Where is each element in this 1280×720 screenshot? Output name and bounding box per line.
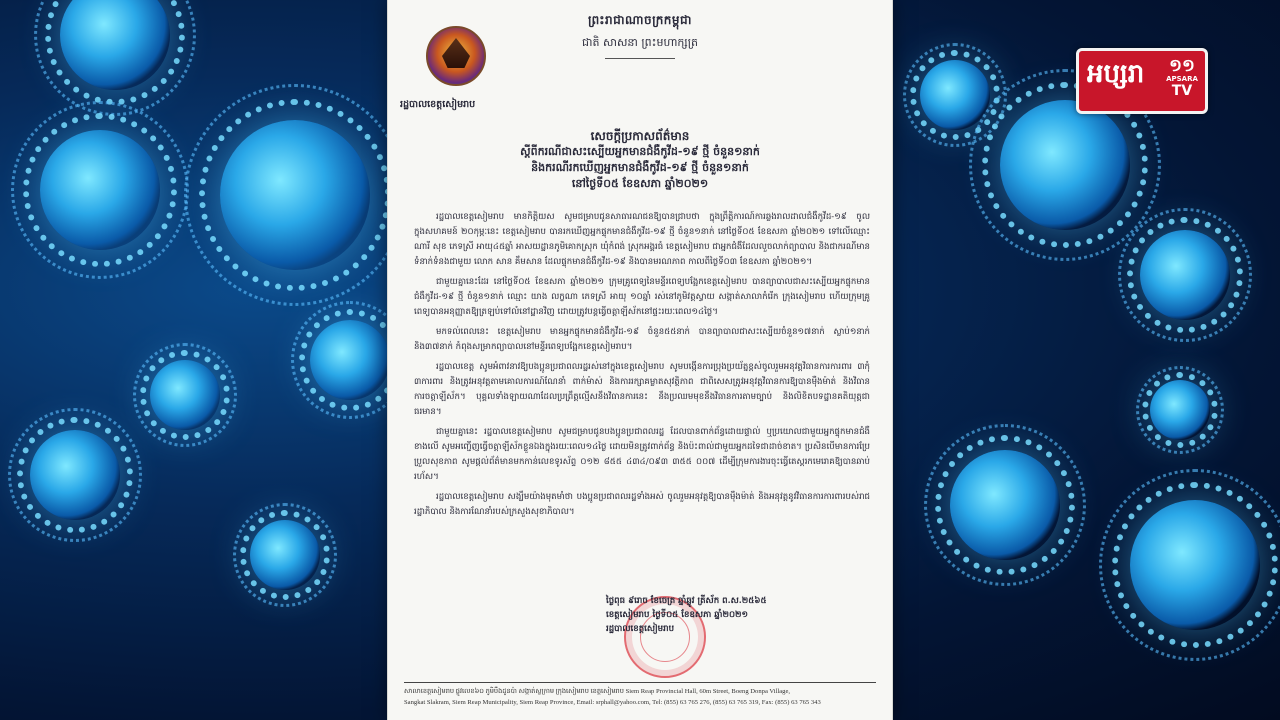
document-footer [404, 682, 876, 708]
title-line: ស្តីពីករណីជាសះស្បើយអ្នកមានជំងឺកូវីដ-១៩ ថ្មី ចំនួន១នាក់ [520, 145, 760, 158]
virus-graphic [1000, 100, 1130, 230]
national-motto: ជាតិ សាសនា ព្រះមហាក្សត្រ [582, 36, 698, 49]
virus-graphic [30, 430, 120, 520]
motto-divider [605, 58, 675, 59]
virus-graphic [950, 450, 1060, 560]
body-paragraph: រដ្ឋបាលខេត្ត សូមអំពាវនាវឱ្យបងប្អូនប្រជាពលរដ្ឋរស់នៅក្នុងខេត្តសៀមរាប សូមបង្កើនការប្រុងប្រយ័ត្នខ្ពស់ចូលរួមអនុវត្តវិធានការការពារ ៣កុំ ៣ការពារ និងត្រូវអនុវត្តតាមគោលការណ៍ណែនាំ ពាក់ម៉ាស់ និងការរក្សាគម្លាតសុវត្ថិភាព ជាពិសេសត្រូវអនុវត្តវិធានការឱ្យបានម៉ឺងម៉ាត់ និងវិធានការចត្តាឡីស័ក។ បុគ្គលទាំងឡាយណាដែលប្រព្រឹត្តល្មើសនឹងវិធានការនេះ នឹងប្រឈមមុខនឹងវិធានការតាមច្បាប់ និងលិខិតបទដ្ឋានគតិយុត្តជាធរមាន។ [414, 362, 870, 417]
virus-graphic [1150, 380, 1210, 440]
virus-graphic [1140, 230, 1230, 320]
document-title [388, 128, 892, 192]
document-header [388, 12, 892, 59]
logo-number: ១១ [1169, 56, 1195, 76]
footer-line: Sangkat Slakram, Siem Reap Municipality, Siem Reap Province, Email: srphall@yahoo.com, Tel: (855) 63 765 276, (855) 63 765 319, Fax: (855) 63 765 343 [404, 699, 821, 706]
kingdom-heading: ព្រះរាជាណាចក្រកម្ពុជា [588, 13, 692, 27]
body-paragraph: រដ្ឋបាលខេត្តសៀមរាប សង្ឃឹមយ៉ាងមុតមាំថា បងប្អូនប្រជាពលរដ្ឋទាំងអស់ ចូលរួមអនុវត្តឱ្យបានម៉ឺងម៉ាត់ និងអនុវត្តនូវវិធានការការពារបស់រាជរដ្ឋាភិបាល និងការណែនាំរបស់ក្រសួងសុខាភិបាល។ [414, 492, 870, 517]
logo-main-text: អប្សរា [1087, 59, 1145, 89]
virus-graphic [310, 320, 390, 400]
body-paragraph: ជាមួយគ្នានេះដែរ នៅថ្ងៃទី០៥ ខែឧសភា ឆ្នាំ២០២១ ក្រុមគ្រូពេទ្យនៃមន្ទីរពេទ្យបង្អែកខេត្តសៀមរាប បានព្យាបាលជាសះស្បើយអ្នកផ្ទុកមានជំងឺកូវីដ-១៩ ថ្មី ចំនួន១នាក់ ឈ្មោះ យាង លក្ខណា ភេទស្រី អាយុ ១០ឆ្នាំ រស់នៅភូមិវត្តស្វាយ សង្កាត់សាលាកំរើក ក្រុងសៀមរាប ហើយក្រុមគ្រូពេទ្យបានអនុញ្ញាតឱ្យត្រឡប់ទៅលំនៅដ្ឋានវិញ ដោយត្រូវបន្តធ្វើចត្តាឡីស័កនៅផ្ទះរយៈពេល១៤ថ្ងៃ។ [414, 277, 870, 317]
virus-graphic [220, 120, 370, 270]
virus-graphic [1130, 500, 1260, 630]
virus-graphic [60, 0, 170, 90]
logo-tv-text: TV [1171, 83, 1193, 99]
issuing-authority: រដ្ឋបាលខេត្តសៀមរាប [400, 99, 476, 110]
logo-small-text: APSARA [1166, 75, 1198, 83]
body-paragraph: ជាមួយគ្នានេះ រដ្ឋបាលខេត្តសៀមរាប សូមជម្រាបជូនបងប្អូនប្រជាពលរដ្ឋ ដែលបានពាក់ព័ន្ធដោយផ្ទាល់ ឬប្រយោលជាមួយអ្នកផ្ទុកមានជំងឺខាងលើ សូមអញ្ជើញធ្វើចត្តាឡីស័កខ្លួនឯងក្នុងរយៈពេល១៤ថ្ងៃ ដោយមិនត្រូវពាក់ព័ន្ធ និងប៉ះពាល់ជាមួយអ្នកដទៃជាដាច់ខាត។ ប្រសិនបើមានការប្រែប្រួលសុខភាព សូមផ្តល់ព័ត៌មានមកកាន់លេខទូរស័ព្ទ ០១២ ៨៥៥ ៤៣៤/០៩៣ ៣៥៥ ០០៧ ដើម្បីក្រុមការងារចុះធ្វើតេស្តរកមេរោគឱ្យបានឆាប់រហ័ស។ [414, 427, 870, 482]
signature-line: ខេត្តសៀមរាប ថ្ងៃទី០៥ ខែឧសភា ឆ្នាំ២០២១ [606, 610, 749, 620]
signature-block [606, 594, 767, 636]
footer-line: សាលាខេត្តសៀមរាប ផ្លូវលេខ៦០ ភូមិបឹងដូនប៉ា សង្កាត់ស្លក្រាម ក្រុងសៀមរាប ខេត្តសៀមរាប Siem Reap Provincial Hall, 60m Street, Boeng Donpa Village, [404, 688, 791, 695]
virus-graphic [150, 360, 220, 430]
title-line: សេចក្តីប្រកាសព័ត៌មាន [590, 129, 690, 143]
document-page [388, 0, 892, 720]
title-line: នៅថ្ងៃទី០៥ ខែឧសភា ឆ្នាំ២០២១ [571, 177, 709, 190]
virus-graphic [250, 520, 320, 590]
body-paragraph: មកទល់ពេលនេះ ខេត្តសៀមរាប មានអ្នកផ្ទុកមានជំងឺកូវីដ-១៩ ចំនួន៥៥នាក់ បានព្យាបាលជាសះស្បើយចំនួន១៧នាក់ ស្លាប់១នាក់ និង៣៧នាក់ កំពុងសម្រាកព្យាបាលនៅមន្ទីរពេទ្យបង្អែកខេត្តសៀមរាប។ [414, 327, 870, 352]
virus-graphic [40, 130, 160, 250]
document-body [414, 210, 870, 525]
channel-logo [1076, 48, 1208, 114]
signature-line: រដ្ឋបាលខេត្តសៀមរាប [606, 624, 675, 634]
title-line: និងករណីរកឃើញអ្នកមានជំងឺកូវីដ-១៩ ថ្មី ចំនួន១នាក់ [531, 161, 749, 174]
signature-line: ថ្ងៃពុធ ៩រោច ខែចេត្រ ឆ្នាំឆ្លូវ ត្រីស័ក ព.ស.២៥៦៥ [606, 596, 767, 606]
body-paragraph: រដ្ឋបាលខេត្តសៀមរាប មានកិត្តិយស សូមជម្រាបជូនសាធារណជនឱ្យបានជ្រាបថា ក្នុងព្រឹត្តិការណ៍ការឆ្លងរាលដាលជំងឺកូវីដ-១៩ ចូលក្នុងសហគមន៍ ២០កុម្ភៈនេះ ខេត្តសៀមរាប បានរកឃើញអ្នកផ្ទុកមានជំងឺកូវីដ-១៩ ថ្មី ចំនួន១នាក់ នៅថ្ងៃទី០៥ ខែឧសភា ឆ្នាំ២០២១ ទៅលើឈ្មោះ ណារី សុខ ភេទស្រី អាយុ៤៥ឆ្នាំ អាសយដ្ឋានភូមិគោកស្រុក ឃុំកំពង់ ស្រុកអង្គរធំ ខេត្តសៀមរាប ជាអ្នកជំងឺដែលលួចលាក់ព្យាបាល និងជាករណីមានទំនាក់ទំនងជាមួយ លោក សាន គឹមសាន ដែលផ្ទុកមានជំងឺកូវីដ-១៩ និងបានមរណភាព កាលពីថ្ងៃទី០៣ ខែឧសភា ឆ្នាំ២០២១។ [414, 212, 870, 267]
